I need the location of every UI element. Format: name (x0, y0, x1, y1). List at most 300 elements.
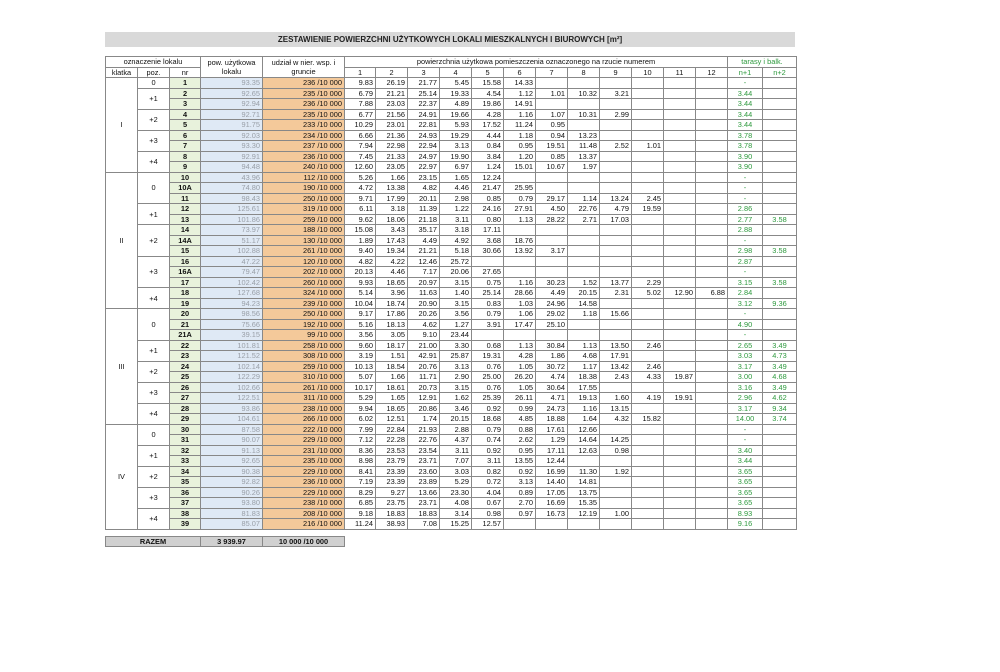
klatka-cell: II (106, 172, 138, 309)
room-cell: 5.16 (345, 319, 376, 330)
room-cell (696, 193, 728, 204)
room-cell: 25.72 (440, 256, 472, 267)
room-cell (664, 351, 696, 362)
room-cell (600, 151, 632, 162)
share-cell: 190 /10 000 (263, 183, 345, 194)
room-cell: 19.86 (472, 99, 504, 110)
room-cell: 6.85 (345, 498, 376, 509)
room-cell (632, 319, 664, 330)
room-cell: 0.82 (472, 466, 504, 477)
taras-n2-cell: 3.58 (763, 277, 797, 288)
room-cell: 4.82 (345, 256, 376, 267)
room-cell: 23.39 (376, 466, 408, 477)
room-cell (632, 477, 664, 488)
room-cell (696, 183, 728, 194)
room-cell: 1.29 (536, 435, 568, 446)
room-cell: 9.10 (408, 330, 440, 341)
room-cell: 4.74 (536, 372, 568, 383)
nr-cell: 16 (170, 256, 201, 267)
poziom-cell: +1 (138, 88, 170, 109)
room-cell: 3.30 (440, 340, 472, 351)
nr-cell: 18 (170, 288, 201, 299)
share-cell: 258 /10 000 (263, 340, 345, 351)
area-cell: 47.22 (201, 256, 263, 267)
room-cell (664, 130, 696, 141)
taras-n2-cell (763, 466, 797, 477)
room-cell: 12.90 (664, 288, 696, 299)
poziom-cell: +2 (138, 225, 170, 257)
share-cell: 236 /10 000 (263, 477, 345, 488)
room-cell: 6.77 (345, 109, 376, 120)
room-cell: 28.66 (504, 288, 536, 299)
room-cell: 4.19 (632, 393, 664, 404)
room-cell (632, 214, 664, 225)
room-cell: 5.93 (440, 120, 472, 131)
room-cell: 15.66 (600, 309, 632, 320)
room-cell: 18.88 (536, 414, 568, 425)
room-cell: 7.07 (440, 456, 472, 467)
room-cell: 2.43 (600, 372, 632, 383)
table-row (106, 435, 797, 446)
share-cell: 250 /10 000 (263, 309, 345, 320)
share-cell: 236 /10 000 (263, 78, 345, 89)
room-cell (696, 162, 728, 173)
nr-cell: 5 (170, 120, 201, 131)
area-cell: 101.81 (201, 340, 263, 351)
taras-n1-cell: 3.78 (728, 141, 763, 152)
taras-n1-cell: 3.90 (728, 151, 763, 162)
share-cell: 208 /10 000 (263, 508, 345, 519)
room-cell: 10.04 (345, 298, 376, 309)
area-cell: 39.15 (201, 330, 263, 341)
room-cell: 2.45 (632, 193, 664, 204)
room-cell: 7.17 (408, 267, 440, 278)
room-cell: 12.44 (536, 456, 568, 467)
room-cell: 0.67 (472, 498, 504, 509)
room-cell: 20.15 (568, 288, 600, 299)
room-cell (632, 99, 664, 110)
header-klatka: klatka (106, 67, 138, 78)
room-cell: 9.62 (345, 214, 376, 225)
room-cell: 0.88 (504, 424, 536, 435)
room-cell: 11.24 (504, 120, 536, 131)
room-cell: 6.88 (696, 288, 728, 299)
room-cell: 1.74 (408, 414, 440, 425)
room-cell: 30.64 (536, 382, 568, 393)
room-cell (664, 225, 696, 236)
room-cell (664, 403, 696, 414)
room-cell (696, 361, 728, 372)
room-cell (664, 256, 696, 267)
nr-cell: 22 (170, 340, 201, 351)
room-cell: 23.89 (408, 477, 440, 488)
table-row (106, 456, 797, 467)
room-cell (696, 456, 728, 467)
room-cell: 1.24 (472, 162, 504, 173)
area-cell: 102.42 (201, 277, 263, 288)
room-cell: 4.82 (408, 183, 440, 194)
room-cell: 20.76 (408, 361, 440, 372)
room-cell: 23.39 (376, 477, 408, 488)
room-cell (664, 88, 696, 99)
room-cell: 9.93 (345, 277, 376, 288)
room-cell: 20.86 (408, 403, 440, 414)
room-cell: 7.12 (345, 435, 376, 446)
nr-cell: 34 (170, 466, 201, 477)
room-cell: 0.76 (472, 361, 504, 372)
room-cell (696, 298, 728, 309)
room-cell (632, 225, 664, 236)
room-cell (600, 246, 632, 257)
taras-n2-cell (763, 435, 797, 446)
room-cell (600, 456, 632, 467)
room-cell (632, 435, 664, 446)
taras-n2-cell: 3.74 (763, 414, 797, 425)
room-cell: 1.60 (600, 393, 632, 404)
poziom-cell: +2 (138, 466, 170, 487)
room-cell (600, 130, 632, 141)
room-cell: 22.28 (376, 435, 408, 446)
room-cell: 1.97 (568, 162, 600, 173)
table-row (106, 288, 797, 299)
room-cell: 1.65 (440, 172, 472, 183)
room-cell (504, 330, 536, 341)
taras-n1-cell: - (728, 330, 763, 341)
room-cell (696, 277, 728, 288)
taras-n1-cell: 3.16 (728, 382, 763, 393)
summary-share: 10 000 /10 000 (263, 536, 345, 547)
room-cell (600, 183, 632, 194)
room-cell: 30.84 (536, 340, 568, 351)
room-cell (664, 361, 696, 372)
room-cell: 17.91 (600, 351, 632, 362)
room-cell: 3.15 (440, 298, 472, 309)
room-cell: 2.52 (600, 141, 632, 152)
room-cell: 22.98 (376, 141, 408, 152)
poziom-cell: +3 (138, 382, 170, 403)
room-cell: 11.71 (408, 372, 440, 383)
room-cell: 2.62 (504, 435, 536, 446)
room-cell: 1.64 (568, 414, 600, 425)
room-cell (696, 477, 728, 488)
room-cell: 25.39 (472, 393, 504, 404)
room-cell: 21.36 (376, 130, 408, 141)
nr-cell: 26 (170, 382, 201, 393)
room-cell: 15.08 (345, 225, 376, 236)
share-cell: 261 /10 000 (263, 382, 345, 393)
room-cell: 0.80 (472, 214, 504, 225)
area-cell: 90.38 (201, 466, 263, 477)
room-cell: 17.11 (472, 225, 504, 236)
room-cell: 17.99 (376, 193, 408, 204)
room-cell: 2.31 (600, 288, 632, 299)
room-cell: 17.47 (504, 319, 536, 330)
room-cell (664, 445, 696, 456)
taras-n1-cell: 3.12 (728, 298, 763, 309)
room-cell: 19.29 (440, 130, 472, 141)
room-cell: 1.86 (536, 351, 568, 362)
room-cell (664, 141, 696, 152)
room-cell: 26.11 (504, 393, 536, 404)
room-cell (696, 382, 728, 393)
room-cell: 12.19 (568, 508, 600, 519)
room-cell: 1.13 (568, 340, 600, 351)
nr-cell: 28 (170, 403, 201, 414)
taras-n1-cell: 3.44 (728, 456, 763, 467)
nr-cell: 20 (170, 309, 201, 320)
room-cell: 3.15 (440, 277, 472, 288)
room-cell (696, 487, 728, 498)
room-cell (696, 424, 728, 435)
share-cell: 260 /10 000 (263, 277, 345, 288)
taras-n2-cell: 3.49 (763, 361, 797, 372)
header-room-6: 6 (504, 67, 536, 78)
area-cell: 93.86 (201, 403, 263, 414)
room-cell: 30.66 (472, 246, 504, 257)
room-cell: 5.45 (440, 78, 472, 89)
room-cell: 24.97 (408, 151, 440, 162)
areas-table (105, 56, 797, 547)
share-cell: 240 /10 000 (263, 162, 345, 173)
table-row (106, 403, 797, 414)
share-cell: 259 /10 000 (263, 214, 345, 225)
room-cell: 13.77 (600, 277, 632, 288)
room-cell: 10.13 (345, 361, 376, 372)
area-cell: 92.65 (201, 456, 263, 467)
share-cell: 319 /10 000 (263, 204, 345, 215)
nr-cell: 21 (170, 319, 201, 330)
header-room-11: 11 (664, 67, 696, 78)
room-cell (696, 508, 728, 519)
room-cell: 15.01 (504, 162, 536, 173)
room-cell: 10.31 (568, 109, 600, 120)
room-cell: 3.15 (440, 382, 472, 393)
nr-cell: 7 (170, 141, 201, 152)
room-cell: 5.07 (345, 372, 376, 383)
room-cell: 19.13 (568, 393, 600, 404)
room-cell (632, 256, 664, 267)
room-cell: 3.18 (440, 225, 472, 236)
room-cell (600, 319, 632, 330)
room-cell: 25.87 (440, 351, 472, 362)
nr-cell: 11 (170, 193, 201, 204)
room-cell (664, 435, 696, 446)
poziom-cell: +3 (138, 130, 170, 151)
room-cell: 2.98 (440, 193, 472, 204)
room-cell (568, 330, 600, 341)
room-cell (664, 246, 696, 257)
nr-cell: 27 (170, 393, 201, 404)
poziom-cell: +1 (138, 445, 170, 466)
room-cell (664, 498, 696, 509)
room-cell (632, 120, 664, 131)
room-cell: 1.00 (600, 508, 632, 519)
room-cell: 4.72 (345, 183, 376, 194)
taras-n2-cell (763, 99, 797, 110)
room-cell: 17.11 (536, 445, 568, 456)
room-cell (600, 225, 632, 236)
poziom-cell: +1 (138, 340, 170, 361)
room-cell: 0.85 (536, 151, 568, 162)
taras-n2-cell: 3.58 (763, 246, 797, 257)
taras-n1-cell: 2.84 (728, 288, 763, 299)
room-cell: 10.67 (536, 162, 568, 173)
taras-n2-cell (763, 193, 797, 204)
nr-cell: 21A (170, 330, 201, 341)
room-cell (664, 519, 696, 530)
room-cell (632, 519, 664, 530)
taras-n1-cell: - (728, 235, 763, 246)
nr-cell: 24 (170, 361, 201, 372)
taras-n2-cell: 3.49 (763, 340, 797, 351)
room-cell (696, 225, 728, 236)
area-cell: 102.66 (201, 382, 263, 393)
room-cell: 1.92 (600, 466, 632, 477)
room-cell (696, 172, 728, 183)
poziom-cell: 0 (138, 78, 170, 89)
room-cell: 20.13 (345, 267, 376, 278)
room-cell: 1.03 (504, 298, 536, 309)
table-body (106, 78, 797, 530)
room-cell: 7.94 (345, 141, 376, 152)
room-cell: 0.85 (472, 193, 504, 204)
nr-cell: 36 (170, 487, 201, 498)
room-cell: 13.37 (568, 151, 600, 162)
room-cell (632, 351, 664, 362)
taras-n2-cell (763, 120, 797, 131)
nr-cell: 32 (170, 445, 201, 456)
room-cell: 12.57 (472, 519, 504, 530)
table-row (106, 498, 797, 509)
room-cell: 4.22 (376, 256, 408, 267)
room-cell (568, 172, 600, 183)
header-room-9: 9 (600, 67, 632, 78)
nr-cell: 23 (170, 351, 201, 362)
room-cell: 3.17 (536, 246, 568, 257)
table-row (106, 393, 797, 404)
room-cell: 15.58 (472, 78, 504, 89)
taras-n2-cell (763, 130, 797, 141)
room-cell: 3.56 (345, 330, 376, 341)
taras-n1-cell: 3.65 (728, 487, 763, 498)
room-cell (664, 456, 696, 467)
taras-n2-cell (763, 309, 797, 320)
room-cell (664, 277, 696, 288)
nr-cell: 1 (170, 78, 201, 89)
room-cell: 6.66 (345, 130, 376, 141)
share-cell: 259 /10 000 (263, 361, 345, 372)
room-cell: 1.62 (440, 393, 472, 404)
room-cell (664, 477, 696, 488)
room-cell: 0.92 (472, 445, 504, 456)
room-cell (536, 99, 568, 110)
taras-n2-cell: 3.49 (763, 382, 797, 393)
table-row (106, 466, 797, 477)
room-cell: 17.55 (568, 382, 600, 393)
header-tarasy: tarasy i balk. (728, 57, 797, 68)
room-cell (600, 120, 632, 131)
room-cell: 21.33 (376, 151, 408, 162)
room-cell: 2.46 (632, 340, 664, 351)
room-cell: 20.15 (440, 414, 472, 425)
room-cell (568, 319, 600, 330)
room-cell: 38.93 (376, 519, 408, 530)
nr-cell: 10 (170, 172, 201, 183)
table-row (106, 246, 797, 257)
taras-n1-cell: 3.17 (728, 361, 763, 372)
nr-cell: 25 (170, 372, 201, 383)
room-cell: 4.89 (440, 99, 472, 110)
room-cell: 0.92 (472, 403, 504, 414)
klatka-cell: IV (106, 424, 138, 529)
taras-n2-cell: 4.68 (763, 372, 797, 383)
room-cell: 19.59 (632, 204, 664, 215)
table-row (106, 487, 797, 498)
table-row (106, 151, 797, 162)
table-row (106, 351, 797, 362)
taras-n1-cell: - (728, 267, 763, 278)
room-cell: 3.91 (472, 319, 504, 330)
room-cell: 3.05 (376, 330, 408, 341)
room-cell: 4.49 (536, 288, 568, 299)
table-row (106, 508, 797, 519)
room-cell (664, 382, 696, 393)
room-cell: 23.01 (376, 120, 408, 131)
poziom-cell: 0 (138, 309, 170, 341)
room-cell: 16.73 (536, 508, 568, 519)
taras-n2-cell: 4.73 (763, 351, 797, 362)
room-cell: 21.21 (408, 246, 440, 257)
area-cell: 74.80 (201, 183, 263, 194)
room-cell: 4.68 (568, 351, 600, 362)
room-cell: 1.14 (568, 193, 600, 204)
room-cell: 12.66 (568, 424, 600, 435)
room-cell (696, 351, 728, 362)
table-row (106, 130, 797, 141)
room-cell (600, 487, 632, 498)
room-cell: 1.16 (568, 403, 600, 414)
room-cell: 17.61 (536, 424, 568, 435)
room-cell (536, 225, 568, 236)
room-cell (632, 456, 664, 467)
room-cell: 20.97 (408, 277, 440, 288)
room-cell (600, 99, 632, 110)
room-cell (696, 141, 728, 152)
room-cell: 21.93 (408, 424, 440, 435)
area-cell: 91.13 (201, 445, 263, 456)
room-cell (536, 267, 568, 278)
room-cell: 25.00 (472, 372, 504, 383)
room-cell: 7.88 (345, 99, 376, 110)
room-cell: 22.76 (568, 204, 600, 215)
share-cell: 112 /10 000 (263, 172, 345, 183)
room-cell: 3.13 (440, 361, 472, 372)
room-cell (600, 382, 632, 393)
room-cell: 1.65 (376, 393, 408, 404)
room-cell (632, 466, 664, 477)
room-cell (568, 99, 600, 110)
room-cell (664, 214, 696, 225)
nr-cell: 39 (170, 519, 201, 530)
room-cell: 1.40 (440, 288, 472, 299)
room-cell: 4.50 (536, 204, 568, 215)
room-cell: 9.83 (345, 78, 376, 89)
area-cell: 101.86 (201, 214, 263, 225)
header-room-8: 8 (568, 67, 600, 78)
header-udzial: udział w nier. wsp. i gruncie (263, 57, 345, 78)
room-cell: 0.97 (504, 508, 536, 519)
room-cell: 24.16 (472, 204, 504, 215)
